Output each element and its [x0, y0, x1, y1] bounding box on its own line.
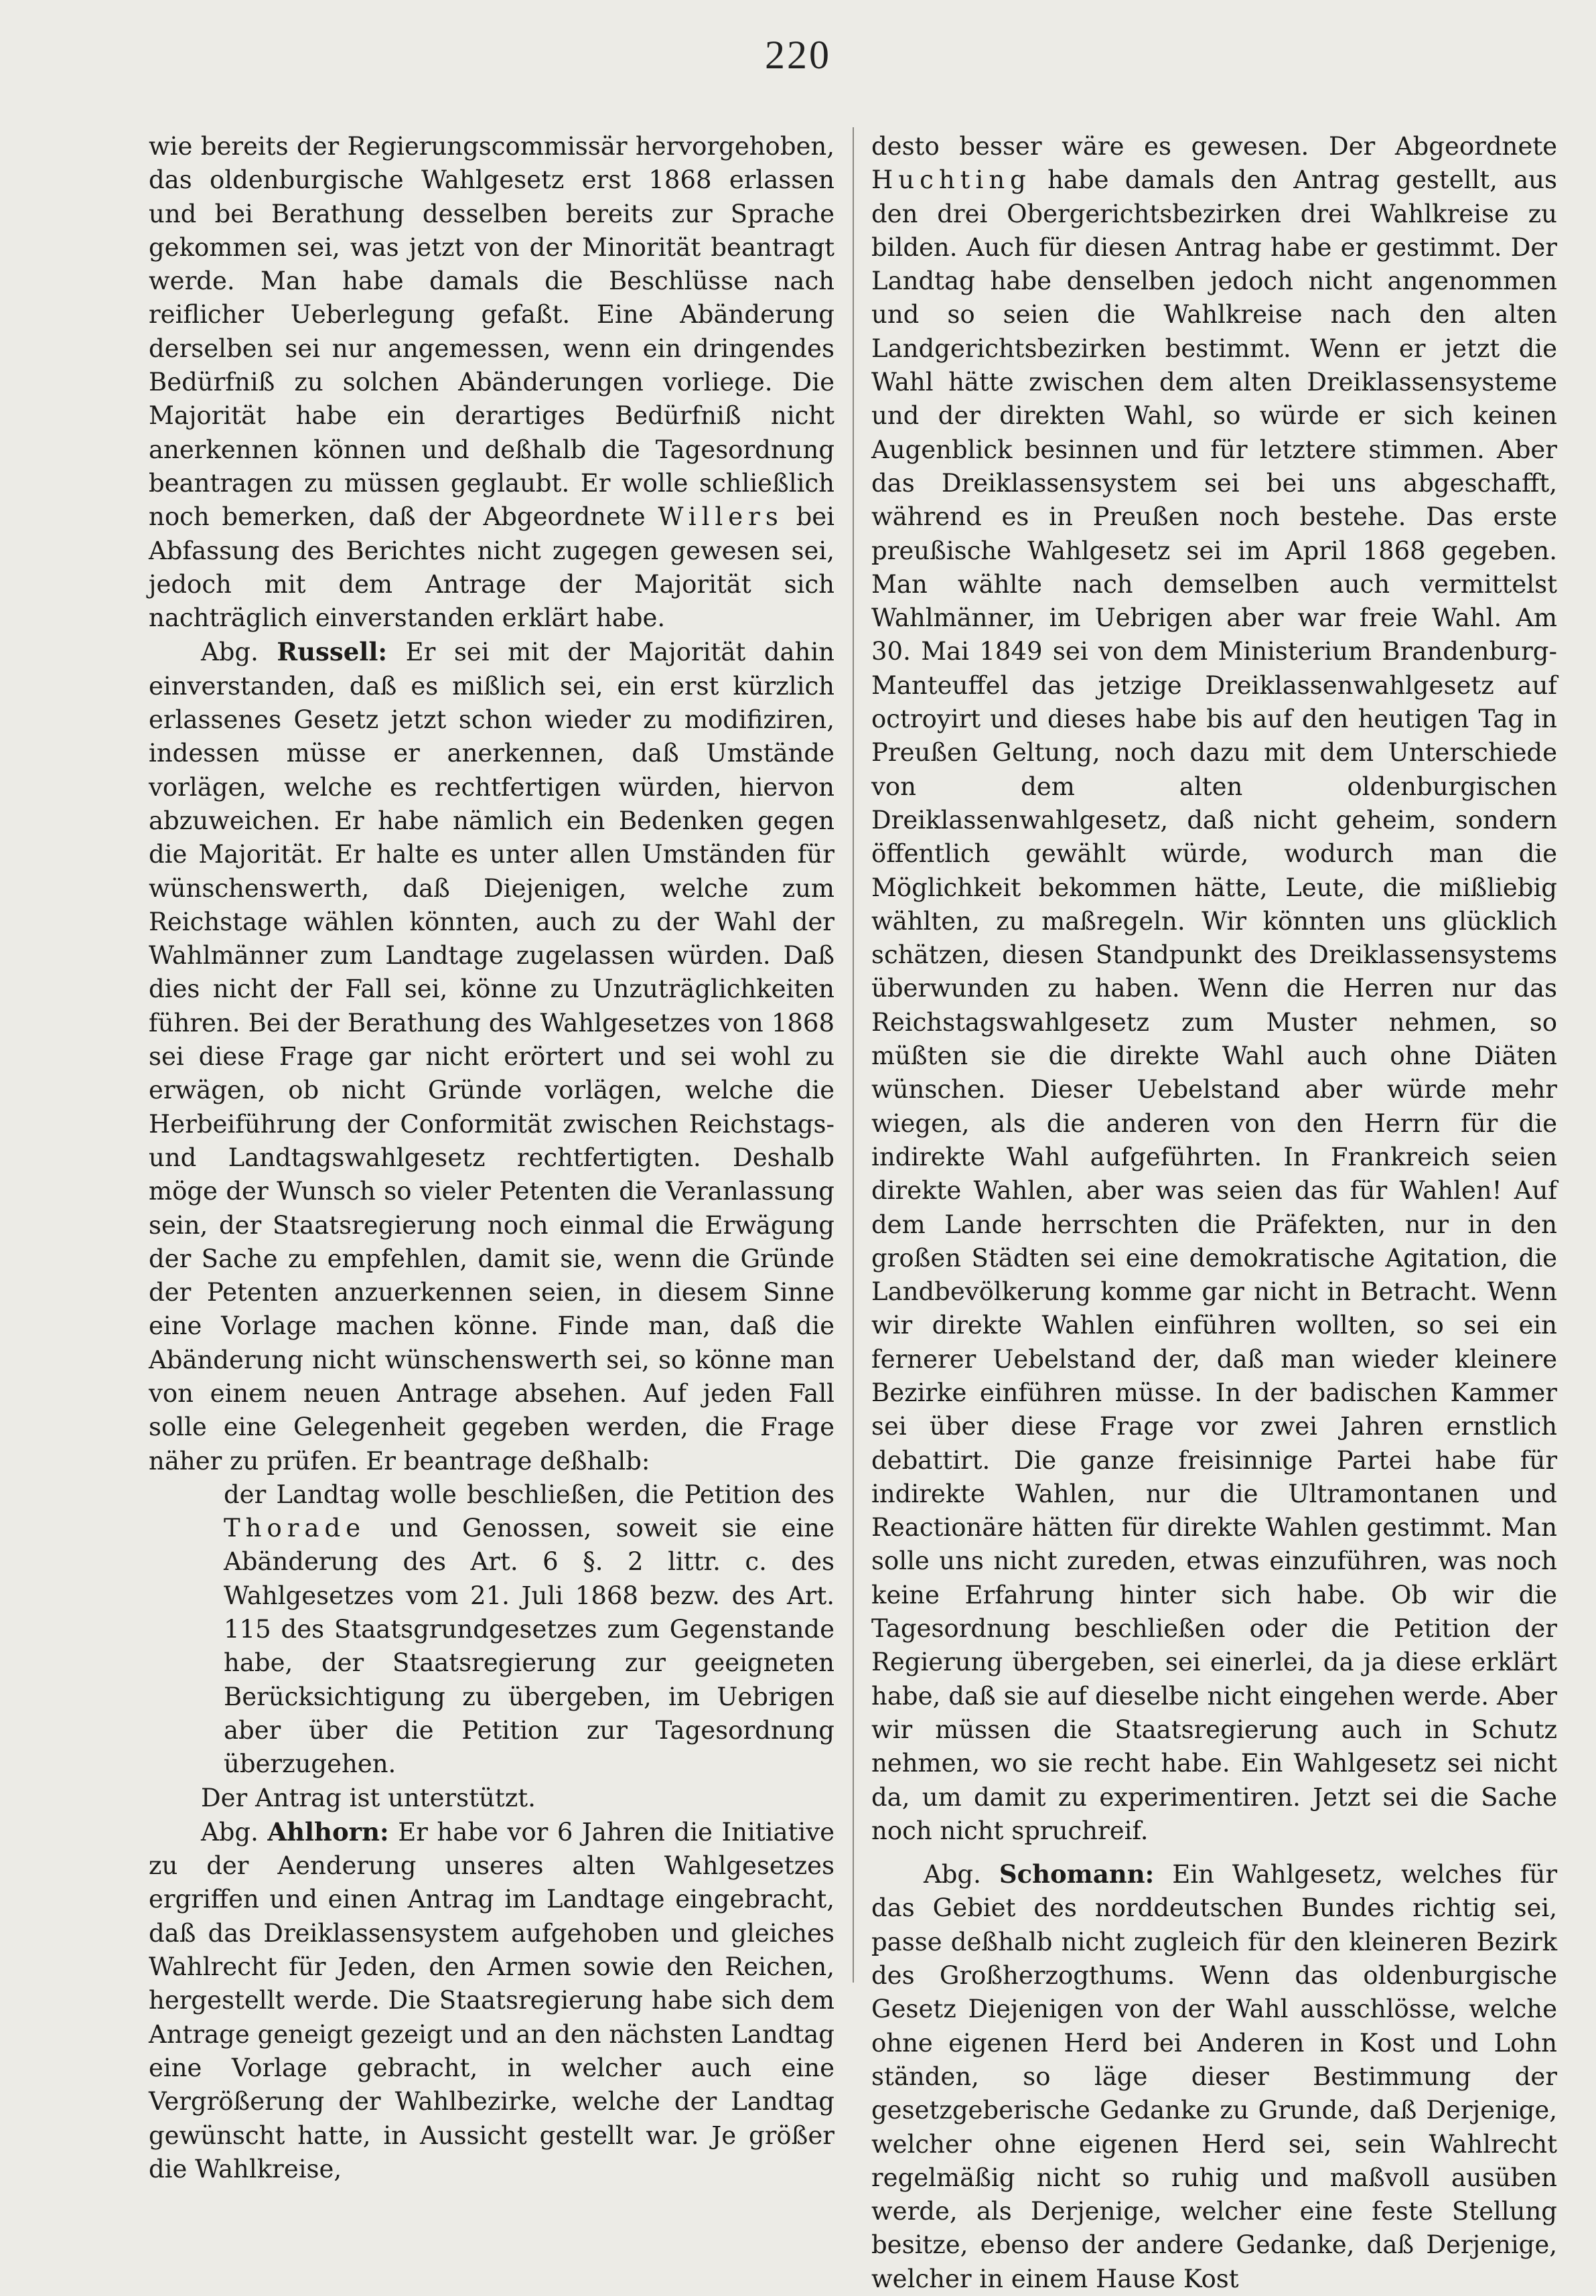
page-number: 220: [765, 33, 831, 77]
left-column: [149, 130, 835, 2186]
paragraph: wie bereits der Regierungscommissär hervorgehoben, das oldenburgische Wahlgesetz erst 1868 erlassen und bei Berathung desselben bereits zur Sprache gekommen sei, was jetzt von der Minorität beantragt werde. Man habe damals die Beschlüsse nach reiflicher Ueberlegung gefaßt. Eine Abänderung derselben sei nur angemessen, wenn ein dringendes Bedürfniß zu solchen Abänderungen vorliege. Die Majorität habe ein derartiges Bedürfniß nicht anerkennen können und deßhalb die Tagesordnung beantragen zu müssen geglaubt. Er wolle schließlich noch bemerken, daß der Abgeordnete Willers bei Abfassung des Berichtes nicht zugegen gewesen sei, jedoch mit dem Antrage der Majorität sich nachträglich einverstanden erklärt habe.: [149, 132, 835, 633]
person-name: Huchting: [871, 165, 1031, 195]
paragraph: desto besser wäre es gewesen. Der Abgeordnete Huchting habe damals den Antrag gestellt, aus den drei Obergerichtsbezirken drei Wahlkreise zu bilden. Auch für diesen Antrag habe er gestimmt. Der Landtag habe denselben jedoch nicht angenommen und so seien die Wahlkreise nach den alten Landgerichtsbezirken bestimmt. Wenn er jetzt die Wahl hätte zwischen dem alten Dreiklassensysteme und der direkten Wahl, so würde er sich keinen Augenblick besinnen und für letztere stimmen. Aber das Dreiklassensystem sei bei uns abgeschafft, während es in Preußen noch bestehe. Das erste preußische Wahlgesetz sei im April 1868 gegeben. Man wählte nach demselben auch vermittelst Wahlmänner, im Uebrigen aber war freie Wahl. Am 30. Mai 1849 sei von dem Ministerium Brandenburg-Manteuffel das jetzige Dreiklassenwahlgesetz auf octroyirt und dieses habe bis auf den heutigen Tag in Preußen Geltung, noch dazu mit dem Unterschiede von dem alten oldenburgischen Dreiklassenwahlgesetz, daß nicht geheim, sondern öffentlich gewählt würde, wodurch man die Möglichkeit bekommen hätte, Leute, die mißliebig wählten, zu maßregeln. Wir könnten uns glücklich schätzen, diesen Standpunkt des Dreiklassensystems überwunden zu haben. Wenn die Herren nur das Reichstagswahlgesetz zum Muster nehmen, so müßten sie die direkte Wahl auch ohne Diäten wünschen. Dieser Uebelstand aber würde mehr wiegen, als die anderen von den Herrn für die indirekte Wahl aufgeführten. In Frankreich seien direkte Wahlen, aber was seien das für Wahlen! Auf dem Lande herrschten die Präfekten, nur in den großen Städten sei eine demokratische Agitation, die Landbevölkerung komme gar nicht in Betracht. Wenn wir direkte Wahlen einführen wollten, so sei ein fernerer Uebelstand der, daß man wieder kleinere Bezirke einführen müsse. In der badischen Kammer sei über diese Frage vor zwei Jahren ernstlich debattirt. Die ganze freisinnige Partei habe für indirekte Wahlen, nur die Ultramontanen und Reactionäre hätten für direkte Wahlen gestimmt. Man solle uns nicht zureden, etwas einzuführen, was noch keine Erfahrung hinter sich habe. Ob wir die Tagesordnung beschließen oder die Petition der Regierung übergeben, sei einerlei, da ja diese erklärt habe, daß sie auf dieselbe nicht eingehen werde. Aber wir müssen die Staatsregierung auch in Schutz nehmen, wo sie recht habe. Ein Wahlgesetz sei nicht da, um damit zu experimentiren. Jetzt sei die Sache noch nicht spruchreif.: [871, 132, 1557, 1845]
speaker-name: Russell:: [277, 637, 388, 667]
motion-text: der Landtag wolle beschließen, die Petition des Thorade und Genossen, soweit sie eine Abänderung des Art. 6 §. 2 littr. c. des Wahlgesetzes vom 21. Juli 1868 bezw. des Art. 115 des Staatsgrundgesetzes zum Gegenstande habe, der Staatsregierung zur geeigneten Berücksichtigung zu übergeben, im Uebrigen aber über die Petition zur Tagesordnung überzugehen.: [224, 1480, 835, 1779]
person-name: Thorade: [224, 1514, 366, 1543]
speaker-name: Ahlhorn:: [267, 1816, 389, 1847]
procedural-note: Der Antrag ist unterstützt.: [201, 1783, 536, 1812]
person-name: Willers: [658, 502, 784, 532]
speech-russell: Abg. Russell: Er sei mit der Majorität dahin einverstanden, daß es mißlich sei, ein erst kürzlich erlassenes Gesetz jetzt schon wieder zu modifiziren, indessen müsse er anerkennen, daß Umstände vorlägen, welche es rechtfertigen würden, hiervon abzuweichen. Er habe nämlich ein Bedenken gegen die Majorität. Er halte es unter allen Umständen für wünschenswerth, daß Diejenigen, welche zum Reichstage wählen könnten, auch zu der Wahl der Wahlmänner zum Landtage zugelassen würden. Daß dies nicht der Fall sei, könne zu Unzuträglichkeiten führen. Bei der Berathung des Wahlgesetzes von 1868 sei diese Frage gar nicht erörtert und sei wohl zu erwägen, ob nicht Gründe vorlägen, welche die Herbeiführung der Conformität zwischen Reichstags- und Landtagswahlgesetz rechtfertigten. Deshalb möge der Wunsch so vieler Petenten die Veranlassung sein, der Staatsregierung noch einmal die Erwägung der Sache zu empfehlen, damit sie, wenn die Gründe der Petenten anzuerkennen seien, in diesem Sinne eine Vorlage machen könne. Finde man, daß die Abänderung nicht wünschenswerth sei, so könne man von einem neuen Antrage absehen. Auf jeden Fall solle eine Gelegenheit gegeben werden, die Frage näher zu prüfen. Er beantrage deßhalb:: [149, 637, 835, 1476]
column-divider: [853, 127, 854, 1983]
right-column: [871, 130, 1557, 2296]
speaker-name: Schomann:: [999, 1859, 1155, 1889]
speech-schomann: Abg. Schomann: Ein Wahlgesetz, welches für das Gebiet des norddeutschen Bundes richtig sei, passe deßhalb nicht zugleich für den kleineren Bezirk des Großherzogthums. Wenn das oldenburgische Gesetz Diejenigen von der Wahl ausschlösse, welche ohne eigenen Herd bei Anderen in Kost und Lohn ständen, so läge dieser Bestimmung der gesetzgeberische Gedanke zu Grunde, daß Derjenige, welcher ohne eigenen Herd sei, sein Wahlrecht regelmäßig nicht so ruhig und maßvoll ausüben werde, als Derjenige, welcher eine feste Stellung besitze, ebenso der andere Gedanke, daß Derjenige, welcher in einem Hause Kost: [871, 1859, 1558, 2293]
speech-ahlhorn: Abg. Ahlhorn: Er habe vor 6 Jahren die Initiative zu der Aenderung unseres alten Wahlgesetzes ergriffen und einen Antrag im Landtage eingebracht, daß das Dreiklassensystem aufgehoben und gleiches Wahlrecht für Jeden, den Armen sowie den Reichen, hergestellt werde. Die Staatsregierung habe sich dem Antrage geneigt gezeigt und an den nächsten Landtag eine Vorlage gebracht, in welcher auch eine Vergrößerung der Wahlbezirke, welche der Landtag gewünscht hatte, in Aussicht gestellt war. Je größer die Wahlkreise,: [149, 1816, 835, 2183]
